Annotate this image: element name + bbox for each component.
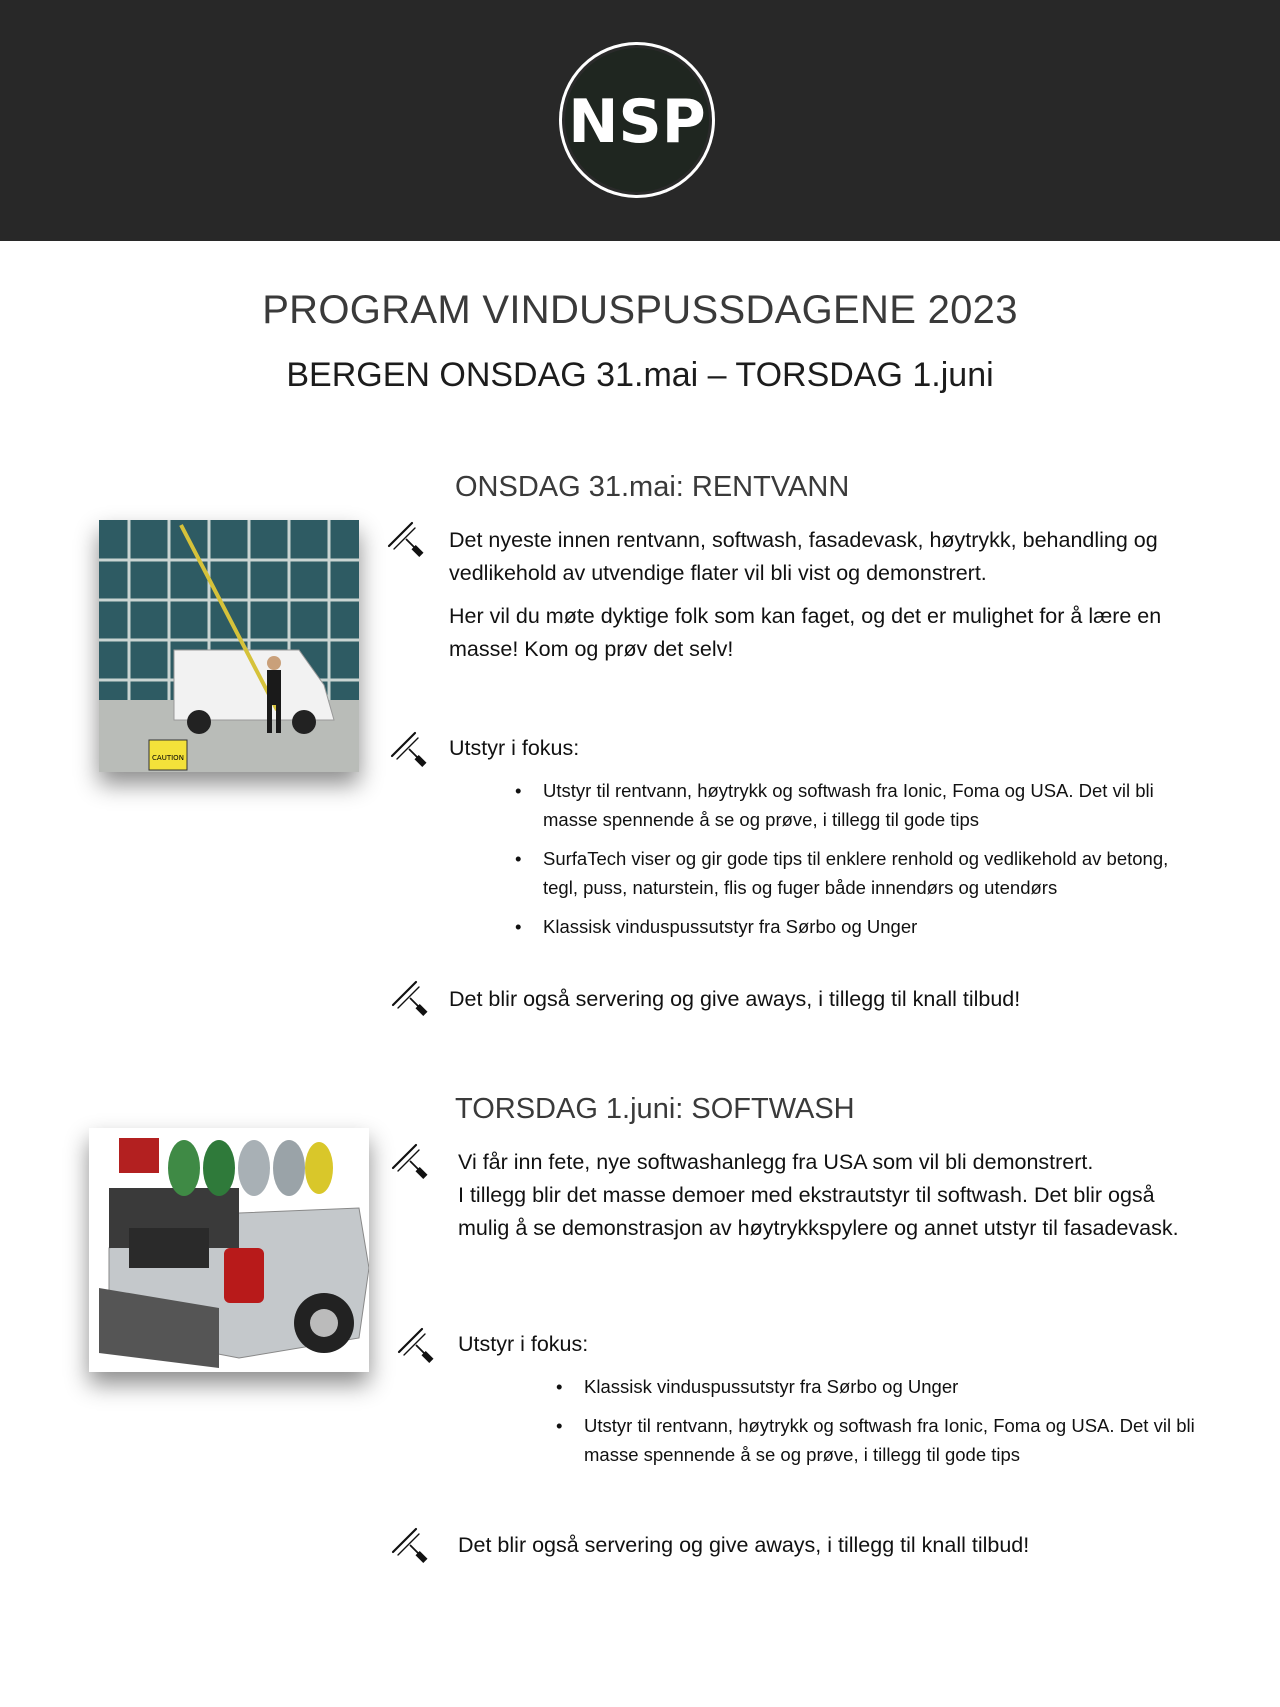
logo-text: NSP bbox=[568, 87, 706, 157]
thursday-equipment-list bbox=[554, 1372, 1274, 1479]
thursday-closing: Det blir også servering og give aways, i tillegg til knall tilbud! bbox=[458, 1533, 1030, 1557]
wednesday-focus-label: Utstyr i fokus: bbox=[449, 736, 580, 760]
wednesday-equipment-list bbox=[513, 776, 1273, 951]
wednesday-heading: ONSDAG 31.mai: RENTVANN bbox=[455, 471, 850, 503]
list-item: • Klassisk vinduspussutstyr fra Sørbo og Unger bbox=[554, 1372, 1274, 1401]
squeegee-icon bbox=[396, 1325, 436, 1365]
thursday-intro-line3: mulig å se demonstrasjon av høytrykkspylere og annet utstyr til fasadevask. bbox=[458, 1216, 1179, 1240]
squeegee-icon bbox=[390, 978, 430, 1018]
caution-sign-text: CAUTION bbox=[152, 754, 184, 762]
squeegee-icon bbox=[386, 519, 426, 559]
squeegee-icon bbox=[390, 1525, 430, 1565]
wednesday-closing: Det blir også servering og give aways, i tillegg til knall tilbud! bbox=[449, 987, 1021, 1011]
thursday-intro-line1: Vi får inn fete, nye softwashanlegg fra USA som vil bli demonstrert. bbox=[458, 1150, 1094, 1174]
list-item: • SurfaTech viser og gir gode tips til enklere renhold og vedlikehold av betong, tegl, puss, naturstein, flis og fuger både innendørs og utendørs bbox=[513, 844, 1273, 902]
thursday-intro-line2: I tillegg blir det masse demoer med ekstrautstyr til softwash. Det blir også bbox=[458, 1183, 1155, 1207]
wednesday-intro-line2: vedlikehold av utvendige flater vil bli vist og demonstrert. bbox=[449, 561, 987, 585]
softwash-truck-photo bbox=[89, 1128, 369, 1372]
page-subtitle: BERGEN ONSDAG 31.mai – TORSDAG 1.juni bbox=[286, 356, 994, 394]
thursday-heading: TORSDAG 1.juni: SOFTWASH bbox=[455, 1093, 855, 1125]
list-item: • Utstyr til rentvann, høytrykk og softwash fra Ionic, Foma og USA. Det vil bli masse spennende å se og prøve, i tillegg til gode tips bbox=[513, 776, 1273, 834]
nsp-logo bbox=[557, 40, 717, 200]
thursday-focus-label: Utstyr i fokus: bbox=[458, 1332, 589, 1356]
list-item: • Utstyr til rentvann, høytrykk og softwash fra Ionic, Foma og USA. Det vil bli masse spennende å se og prøve, i tillegg til gode tips bbox=[554, 1411, 1274, 1469]
squeegee-icon bbox=[389, 729, 429, 769]
header-banner bbox=[0, 0, 1280, 241]
wednesday-intro2-line2: masse! Kom og prøv det selv! bbox=[449, 637, 734, 661]
squeegee-icon bbox=[390, 1141, 430, 1181]
rentvann-photo bbox=[99, 520, 359, 772]
wednesday-intro-line1: Det nyeste innen rentvann, softwash, fasadevask, høytrykk, behandling og bbox=[449, 528, 1158, 552]
page-title: PROGRAM VINDUSPUSSDAGENE 2023 bbox=[262, 288, 1018, 332]
list-item: • Klassisk vinduspussutstyr fra Sørbo og Unger bbox=[513, 912, 1273, 941]
wednesday-intro2-line1: Her vil du møte dyktige folk som kan faget, og det er mulighet for å lære en bbox=[449, 604, 1162, 628]
